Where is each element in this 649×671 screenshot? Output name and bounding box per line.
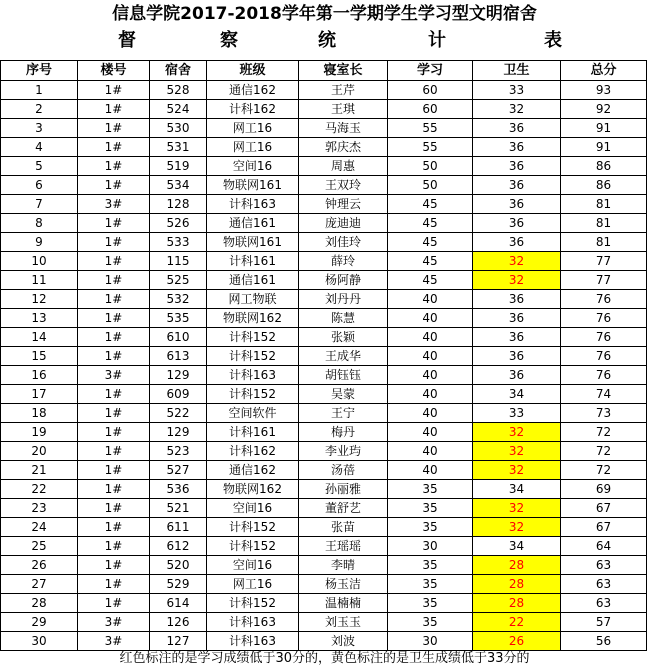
- cell-room-leader[interactable]: 梅丹: [299, 423, 388, 442]
- cell-building[interactable]: 3#: [78, 613, 150, 632]
- cell-study[interactable]: 50: [388, 176, 473, 195]
- cell-total[interactable]: 76: [561, 328, 647, 347]
- cell-room-leader[interactable]: 刘丹丹: [299, 290, 388, 309]
- cell-total[interactable]: 76: [561, 347, 647, 366]
- cell-class[interactable]: 计科152: [207, 347, 299, 366]
- cell-total[interactable]: 69: [561, 480, 647, 499]
- sheet-title: 信息学院2017-2018学年第一学期学生学习型文明宿舍: [112, 4, 537, 24]
- cell-no[interactable]: 19: [1, 423, 78, 442]
- cell-hygiene[interactable]: 32: [473, 442, 561, 461]
- cell-hygiene[interactable]: 36: [473, 309, 561, 328]
- header-row: [1, 61, 647, 81]
- cell-room[interactable]: 614: [150, 594, 207, 613]
- cell-total[interactable]: 81: [561, 214, 647, 233]
- table-row: [1, 195, 647, 214]
- cell-building[interactable]: 1#: [78, 271, 150, 290]
- table-row: [1, 594, 647, 613]
- table-row: [1, 290, 647, 309]
- cell-study[interactable]: 40: [388, 442, 473, 461]
- cell-study[interactable]: 55: [388, 119, 473, 138]
- cell-no[interactable]: 28: [1, 594, 78, 613]
- cell-hygiene[interactable]: 28: [473, 594, 561, 613]
- cell-room-leader[interactable]: 刘玉玉: [299, 613, 388, 632]
- cell-building[interactable]: 1#: [78, 214, 150, 233]
- cell-hygiene[interactable]: 28: [473, 575, 561, 594]
- cell-no[interactable]: 23: [1, 499, 78, 518]
- cell-no[interactable]: 8: [1, 214, 78, 233]
- cell-room[interactable]: 612: [150, 537, 207, 556]
- cell-total[interactable]: 57: [561, 613, 647, 632]
- cell-building[interactable]: 1#: [78, 442, 150, 461]
- cell-class[interactable]: 计科163: [207, 613, 299, 632]
- footer-note: 红色标注的是学习成绩低于30分的，黄色标注的是卫生成绩低于33分的: [119, 651, 530, 666]
- cell-room[interactable]: 531: [150, 138, 207, 157]
- cell-no[interactable]: 12: [1, 290, 78, 309]
- table-row: [1, 233, 647, 252]
- cell-no[interactable]: 4: [1, 138, 78, 157]
- cell-class[interactable]: 物联网161: [207, 176, 299, 195]
- cell-room[interactable]: 129: [150, 423, 207, 442]
- cell-room[interactable]: 528: [150, 81, 207, 100]
- cell-room-leader[interactable]: 陈慧: [299, 309, 388, 328]
- col-header-study: 学习: [388, 61, 473, 81]
- cell-total[interactable]: 63: [561, 575, 647, 594]
- cell-no[interactable]: 5: [1, 157, 78, 176]
- cell-class[interactable]: 网工物联: [207, 290, 299, 309]
- cell-no[interactable]: 26: [1, 556, 78, 575]
- cell-room-leader[interactable]: 吴蒙: [299, 385, 388, 404]
- cell-total[interactable]: 81: [561, 233, 647, 252]
- cell-study[interactable]: 35: [388, 499, 473, 518]
- cell-room-leader[interactable]: 杨阿静: [299, 271, 388, 290]
- cell-class[interactable]: 通信161: [207, 214, 299, 233]
- cell-study[interactable]: 40: [388, 385, 473, 404]
- cell-building[interactable]: 1#: [78, 328, 150, 347]
- cell-hygiene[interactable]: 36: [473, 347, 561, 366]
- cell-class[interactable]: 通信161: [207, 271, 299, 290]
- cell-building[interactable]: 1#: [78, 499, 150, 518]
- cell-hygiene[interactable]: 36: [473, 119, 561, 138]
- cell-no[interactable]: 30: [1, 632, 78, 651]
- cell-hygiene[interactable]: 32: [473, 518, 561, 537]
- col-header-room-leader: 寝室长: [299, 61, 388, 81]
- cell-class[interactable]: 物联网161: [207, 233, 299, 252]
- cell-no[interactable]: 2: [1, 100, 78, 119]
- cell-class[interactable]: 网工16: [207, 119, 299, 138]
- cell-room[interactable]: 610: [150, 328, 207, 347]
- cell-hygiene[interactable]: 32: [473, 499, 561, 518]
- cell-building[interactable]: 1#: [78, 138, 150, 157]
- cell-building[interactable]: 1#: [78, 404, 150, 423]
- cell-no[interactable]: 10: [1, 252, 78, 271]
- cell-total[interactable]: 91: [561, 119, 647, 138]
- cell-room[interactable]: 532: [150, 290, 207, 309]
- cell-study[interactable]: 30: [388, 537, 473, 556]
- table-row: [1, 81, 647, 100]
- cell-study[interactable]: 35: [388, 575, 473, 594]
- cell-total[interactable]: 76: [561, 366, 647, 385]
- cell-no[interactable]: 24: [1, 518, 78, 537]
- cell-room-leader[interactable]: 李业玙: [299, 442, 388, 461]
- cell-no[interactable]: 6: [1, 176, 78, 195]
- cell-study[interactable]: 35: [388, 594, 473, 613]
- cell-hygiene[interactable]: 36: [473, 176, 561, 195]
- table-row: [1, 366, 647, 385]
- cell-room-leader[interactable]: 王芹: [299, 81, 388, 100]
- cell-class[interactable]: 空间软件: [207, 404, 299, 423]
- cell-class[interactable]: 空间16: [207, 157, 299, 176]
- cell-building[interactable]: 3#: [78, 632, 150, 651]
- cell-room-leader[interactable]: 汤蓓: [299, 461, 388, 480]
- cell-hygiene[interactable]: 34: [473, 385, 561, 404]
- cell-hygiene[interactable]: 28: [473, 556, 561, 575]
- table-row: [1, 518, 647, 537]
- table-row: [1, 556, 647, 575]
- cell-room-leader[interactable]: 李晴: [299, 556, 388, 575]
- cell-room-leader[interactable]: 刘佳玲: [299, 233, 388, 252]
- cell-total[interactable]: 74: [561, 385, 647, 404]
- table-row: [1, 632, 647, 651]
- cell-study[interactable]: 40: [388, 347, 473, 366]
- cell-no[interactable]: 22: [1, 480, 78, 499]
- cell-total[interactable]: 56: [561, 632, 647, 651]
- cell-study[interactable]: 50: [388, 157, 473, 176]
- cell-building[interactable]: 1#: [78, 119, 150, 138]
- cell-no[interactable]: 25: [1, 537, 78, 556]
- cell-hygiene[interactable]: 33: [473, 404, 561, 423]
- cell-room[interactable]: 529: [150, 575, 207, 594]
- table-row: [1, 423, 647, 442]
- cell-study[interactable]: 40: [388, 366, 473, 385]
- cell-no[interactable]: 16: [1, 366, 78, 385]
- col-header-hygiene: 卫生: [473, 61, 561, 81]
- cell-study[interactable]: 45: [388, 233, 473, 252]
- cell-class[interactable]: 通信162: [207, 81, 299, 100]
- cell-study[interactable]: 40: [388, 423, 473, 442]
- cell-building[interactable]: 1#: [78, 537, 150, 556]
- cell-class[interactable]: 计科163: [207, 366, 299, 385]
- table-row: [1, 442, 647, 461]
- cell-class[interactable]: 网工16: [207, 575, 299, 594]
- cell-total[interactable]: 63: [561, 556, 647, 575]
- table-row: [1, 461, 647, 480]
- cell-hygiene[interactable]: 26: [473, 632, 561, 651]
- cell-room[interactable]: 613: [150, 347, 207, 366]
- cell-room[interactable]: 526: [150, 214, 207, 233]
- table-row: [1, 328, 647, 347]
- table-body: [1, 81, 647, 651]
- cell-total[interactable]: 67: [561, 518, 647, 537]
- cell-room-leader[interactable]: 温楠楠: [299, 594, 388, 613]
- cell-study[interactable]: 40: [388, 461, 473, 480]
- cell-building[interactable]: 1#: [78, 252, 150, 271]
- cell-room-leader[interactable]: 薛玲: [299, 252, 388, 271]
- cell-class[interactable]: 计科162: [207, 100, 299, 119]
- cell-room[interactable]: 535: [150, 309, 207, 328]
- cell-total[interactable]: 76: [561, 290, 647, 309]
- cell-room[interactable]: 609: [150, 385, 207, 404]
- table-row: [1, 157, 647, 176]
- table-row: [1, 119, 647, 138]
- table-row: [1, 309, 647, 328]
- table-row: [1, 613, 647, 632]
- cell-hygiene[interactable]: 36: [473, 328, 561, 347]
- cell-room-leader[interactable]: 王琪: [299, 100, 388, 119]
- cell-class[interactable]: 空间16: [207, 499, 299, 518]
- table-row: [1, 138, 647, 157]
- cell-room[interactable]: 533: [150, 233, 207, 252]
- cell-hygiene[interactable]: 34: [473, 480, 561, 499]
- cell-total[interactable]: 72: [561, 423, 647, 442]
- cell-no[interactable]: 29: [1, 613, 78, 632]
- cell-total[interactable]: 93: [561, 81, 647, 100]
- cell-room[interactable]: 522: [150, 404, 207, 423]
- cell-building[interactable]: 1#: [78, 385, 150, 404]
- table-row: [1, 271, 647, 290]
- cell-hygiene[interactable]: 36: [473, 138, 561, 157]
- cell-building[interactable]: 1#: [78, 556, 150, 575]
- cell-room[interactable]: 127: [150, 632, 207, 651]
- table-row: [1, 214, 647, 233]
- cell-room[interactable]: 521: [150, 499, 207, 518]
- table-row: [1, 100, 647, 119]
- cell-study[interactable]: 35: [388, 518, 473, 537]
- cell-class[interactable]: 空间16: [207, 556, 299, 575]
- cell-building[interactable]: 1#: [78, 461, 150, 480]
- cell-class[interactable]: 计科152: [207, 518, 299, 537]
- cell-class[interactable]: 计科162: [207, 442, 299, 461]
- col-header-building: 楼号: [78, 61, 150, 81]
- cell-room[interactable]: 129: [150, 366, 207, 385]
- cell-total[interactable]: 76: [561, 309, 647, 328]
- col-header-room: 宿舍: [150, 61, 207, 81]
- col-header-class: 班级: [207, 61, 299, 81]
- cell-building[interactable]: 1#: [78, 423, 150, 442]
- cell-no[interactable]: 15: [1, 347, 78, 366]
- table-row: [1, 385, 647, 404]
- cell-room-leader[interactable]: 孙丽雅: [299, 480, 388, 499]
- table-row: [1, 347, 647, 366]
- cell-building[interactable]: 1#: [78, 347, 150, 366]
- cell-building[interactable]: 3#: [78, 195, 150, 214]
- cell-room-leader[interactable]: 王宁: [299, 404, 388, 423]
- cell-class[interactable]: 计科152: [207, 328, 299, 347]
- cell-room[interactable]: 128: [150, 195, 207, 214]
- cell-room[interactable]: 115: [150, 252, 207, 271]
- cell-building[interactable]: 3#: [78, 366, 150, 385]
- cell-study[interactable]: 40: [388, 309, 473, 328]
- cell-room[interactable]: 530: [150, 119, 207, 138]
- table-row: [1, 252, 647, 271]
- cell-room[interactable]: 611: [150, 518, 207, 537]
- cell-room-leader[interactable]: 张苗: [299, 518, 388, 537]
- cell-study[interactable]: 55: [388, 138, 473, 157]
- cell-no[interactable]: 13: [1, 309, 78, 328]
- cell-room-leader[interactable]: 刘波: [299, 632, 388, 651]
- cell-building[interactable]: 1#: [78, 81, 150, 100]
- cell-building[interactable]: 1#: [78, 157, 150, 176]
- cell-study[interactable]: 35: [388, 556, 473, 575]
- cell-room[interactable]: 520: [150, 556, 207, 575]
- cell-building[interactable]: 1#: [78, 575, 150, 594]
- cell-class[interactable]: 通信162: [207, 461, 299, 480]
- cell-room-leader[interactable]: 胡钰钰: [299, 366, 388, 385]
- dormitory-table: [0, 60, 647, 651]
- cell-no[interactable]: 18: [1, 404, 78, 423]
- cell-study[interactable]: 60: [388, 81, 473, 100]
- cell-no[interactable]: 7: [1, 195, 78, 214]
- cell-building[interactable]: 1#: [78, 518, 150, 537]
- cell-study[interactable]: 45: [388, 271, 473, 290]
- cell-room-leader[interactable]: 钟理云: [299, 195, 388, 214]
- cell-building[interactable]: 1#: [78, 594, 150, 613]
- cell-total[interactable]: 72: [561, 461, 647, 480]
- table-row: [1, 404, 647, 423]
- cell-no[interactable]: 21: [1, 461, 78, 480]
- subtitle-char: 督: [118, 30, 136, 51]
- cell-study[interactable]: 40: [388, 328, 473, 347]
- cell-total[interactable]: 64: [561, 537, 647, 556]
- cell-hygiene[interactable]: 33: [473, 81, 561, 100]
- cell-no[interactable]: 3: [1, 119, 78, 138]
- cell-hygiene[interactable]: 32: [473, 252, 561, 271]
- cell-room[interactable]: 527: [150, 461, 207, 480]
- cell-hygiene[interactable]: 32: [473, 461, 561, 480]
- cell-class[interactable]: 计科163: [207, 195, 299, 214]
- table-row: [1, 176, 647, 195]
- table-row: [1, 537, 647, 556]
- cell-room[interactable]: 524: [150, 100, 207, 119]
- cell-total[interactable]: 86: [561, 157, 647, 176]
- cell-room[interactable]: 126: [150, 613, 207, 632]
- cell-total[interactable]: 77: [561, 271, 647, 290]
- cell-no[interactable]: 14: [1, 328, 78, 347]
- cell-hygiene[interactable]: 36: [473, 157, 561, 176]
- cell-study[interactable]: 35: [388, 613, 473, 632]
- cell-room-leader[interactable]: 董舒艺: [299, 499, 388, 518]
- cell-room-leader[interactable]: 杨玉洁: [299, 575, 388, 594]
- cell-study[interactable]: 35: [388, 480, 473, 499]
- subtitle-char: 计: [428, 30, 446, 51]
- cell-study[interactable]: 45: [388, 252, 473, 271]
- cell-building[interactable]: 1#: [78, 290, 150, 309]
- cell-class[interactable]: 计科161: [207, 423, 299, 442]
- cell-class[interactable]: 计科152: [207, 537, 299, 556]
- cell-hygiene[interactable]: 32: [473, 271, 561, 290]
- subtitle-char: 表: [544, 30, 562, 51]
- cell-hygiene[interactable]: 34: [473, 537, 561, 556]
- cell-total[interactable]: 92: [561, 100, 647, 119]
- cell-total[interactable]: 63: [561, 594, 647, 613]
- cell-class[interactable]: 计科152: [207, 594, 299, 613]
- cell-room-leader[interactable]: 张颖: [299, 328, 388, 347]
- table-row: [1, 499, 647, 518]
- cell-hygiene[interactable]: 32: [473, 100, 561, 119]
- cell-class[interactable]: 网工16: [207, 138, 299, 157]
- cell-study[interactable]: 60: [388, 100, 473, 119]
- cell-room-leader[interactable]: 郭庆杰: [299, 138, 388, 157]
- cell-hygiene[interactable]: 36: [473, 233, 561, 252]
- cell-study[interactable]: 45: [388, 214, 473, 233]
- cell-total[interactable]: 86: [561, 176, 647, 195]
- cell-room[interactable]: 519: [150, 157, 207, 176]
- cell-room-leader[interactable]: 周惠: [299, 157, 388, 176]
- cell-building[interactable]: 1#: [78, 233, 150, 252]
- cell-class[interactable]: 物联网162: [207, 309, 299, 328]
- cell-total[interactable]: 72: [561, 442, 647, 461]
- cell-study[interactable]: 40: [388, 290, 473, 309]
- cell-class[interactable]: 计科152: [207, 385, 299, 404]
- cell-study[interactable]: 40: [388, 404, 473, 423]
- cell-hygiene[interactable]: 36: [473, 290, 561, 309]
- cell-room-leader[interactable]: 马海玉: [299, 119, 388, 138]
- cell-study[interactable]: 30: [388, 632, 473, 651]
- cell-hygiene[interactable]: 22: [473, 613, 561, 632]
- cell-room-leader[interactable]: 庞迪迪: [299, 214, 388, 233]
- cell-building[interactable]: 1#: [78, 309, 150, 328]
- cell-hygiene[interactable]: 36: [473, 214, 561, 233]
- cell-building[interactable]: 1#: [78, 176, 150, 195]
- cell-class[interactable]: 物联网162: [207, 480, 299, 499]
- cell-building[interactable]: 1#: [78, 480, 150, 499]
- subtitle-char: 统: [318, 30, 336, 51]
- cell-room-leader[interactable]: 王成华: [299, 347, 388, 366]
- cell-hygiene[interactable]: 36: [473, 195, 561, 214]
- cell-total[interactable]: 81: [561, 195, 647, 214]
- cell-no[interactable]: 11: [1, 271, 78, 290]
- cell-no[interactable]: 1: [1, 81, 78, 100]
- col-header-total: 总分: [561, 61, 647, 81]
- cell-total[interactable]: 67: [561, 499, 647, 518]
- cell-no[interactable]: 20: [1, 442, 78, 461]
- cell-room[interactable]: 523: [150, 442, 207, 461]
- cell-building[interactable]: 1#: [78, 100, 150, 119]
- table-row: [1, 480, 647, 499]
- table-row: [1, 575, 647, 594]
- cell-room-leader[interactable]: 王双玲: [299, 176, 388, 195]
- cell-hygiene[interactable]: 32: [473, 423, 561, 442]
- cell-total[interactable]: 77: [561, 252, 647, 271]
- subtitle-char: 察: [220, 30, 238, 51]
- col-header-no: 序号: [1, 61, 78, 81]
- cell-room-leader[interactable]: 王瑶瑶: [299, 537, 388, 556]
- cell-no[interactable]: 17: [1, 385, 78, 404]
- cell-total[interactable]: 73: [561, 404, 647, 423]
- sheet-subtitle: [0, 28, 649, 54]
- cell-room[interactable]: 536: [150, 480, 207, 499]
- cell-class[interactable]: 计科163: [207, 632, 299, 651]
- cell-class[interactable]: 计科161: [207, 252, 299, 271]
- cell-total[interactable]: 91: [561, 138, 647, 157]
- cell-no[interactable]: 9: [1, 233, 78, 252]
- cell-hygiene[interactable]: 36: [473, 366, 561, 385]
- cell-study[interactable]: 45: [388, 195, 473, 214]
- cell-no[interactable]: 27: [1, 575, 78, 594]
- cell-room[interactable]: 525: [150, 271, 207, 290]
- cell-room[interactable]: 534: [150, 176, 207, 195]
